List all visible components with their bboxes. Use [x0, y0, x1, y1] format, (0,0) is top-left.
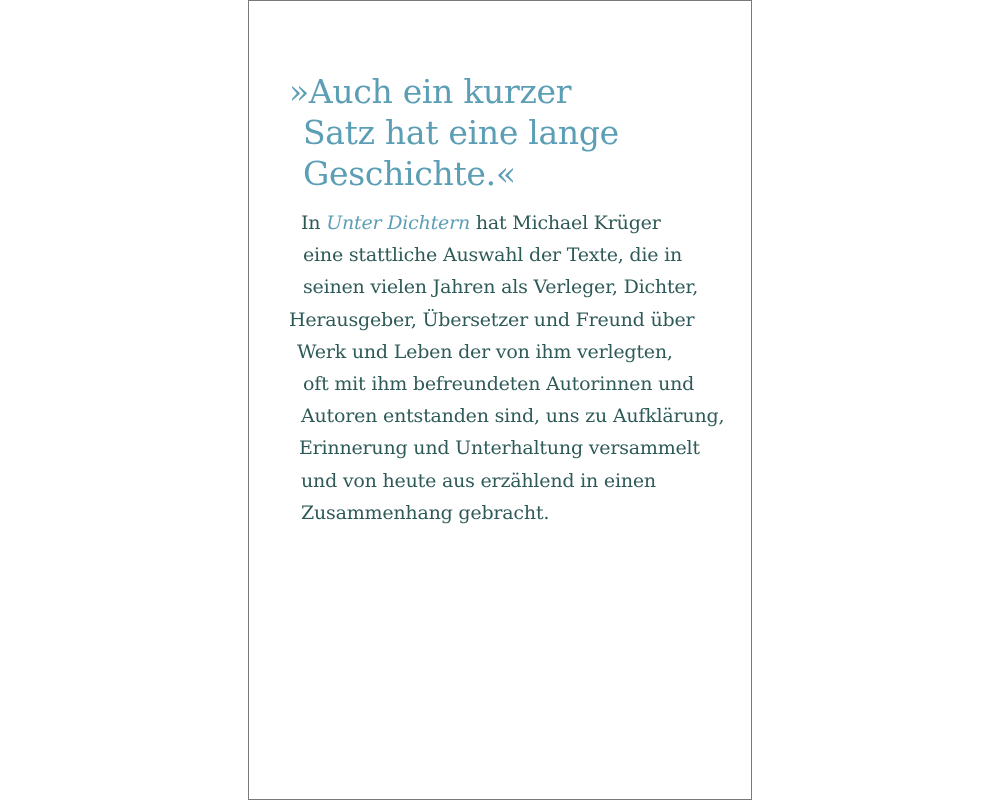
blurb-line: eine stattliche Auswahl der Texte, die in	[303, 244, 683, 267]
blurb-line	[301, 207, 741, 239]
blurb-line: oft mit ihm befreundeten Autorinnen und	[303, 373, 695, 396]
book-page	[248, 0, 752, 800]
blurb-line: Erinnerung und Unterhaltung versammelt	[299, 437, 700, 460]
blurb-line: Herausgeber, Übersetzer und Freund über	[289, 308, 695, 331]
book-title: Unter Dichtern	[326, 212, 471, 234]
quote-line: Geschichte.«	[303, 154, 516, 193]
quote-line: »Auch ein kurzer	[289, 72, 572, 111]
pull-quote	[289, 71, 729, 194]
blurb-text-before: In	[301, 212, 327, 234]
quote-line: Satz hat eine lange	[303, 113, 619, 152]
blurb-text-after: hat Michael Krüger	[470, 212, 661, 234]
blurb-text	[289, 207, 741, 529]
blurb-line: Autoren entstanden sind, uns zu Aufklärung,	[301, 405, 725, 428]
blurb-line: Werk und Leben der von ihm verlegten,	[297, 340, 673, 363]
blurb-line: seinen vielen Jahren als Verleger, Dichter,	[303, 276, 699, 299]
blurb-line: Zusammenhang gebracht.	[301, 501, 550, 524]
blurb-line: und von heute aus erzählend in einen	[301, 469, 656, 492]
